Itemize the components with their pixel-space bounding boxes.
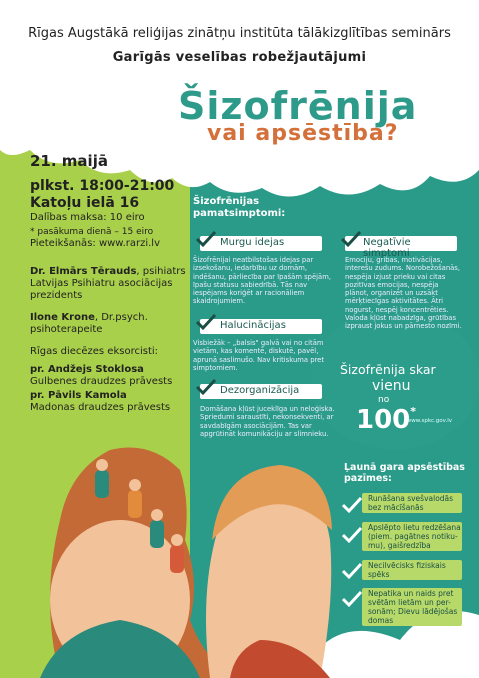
possession-text: Necilvēcisks fiziskais spēks <box>368 561 446 579</box>
checkmark-icon <box>196 378 216 396</box>
symptom-label: Dezorganizācija <box>220 385 300 396</box>
possession-text: Apslēpto lietu redzēšana (piem. pagātnes notiku- mu), gaišredzība <box>368 523 461 550</box>
checkmark-icon <box>342 562 362 580</box>
symptom-box-negative <box>345 236 457 259</box>
stat-line1: Šizofrēnija skar <box>340 362 436 377</box>
symptom-text: Domāšana kļūst juceklīga un neloģiska. Spriedumi saraustīti, nekonsekventi, ar savdabīgām asociācijām. Tas var apgrūtināt komunikāciju ar slimnieku. <box>200 405 335 438</box>
possession-heading-line: pazīmes: <box>344 473 392 484</box>
stat-star: * <box>410 405 417 418</box>
symptom-label: Negatīvie simptomi <box>363 237 411 259</box>
speaker-role: , psihiatrs <box>136 266 186 277</box>
symptom-text: Emociju, gribas, motivācijas, interešu zudums. Norobežošanās, nespēja izjust prieku vai citas pozitīvas emocijas, nespēja plānot, organizēt un uzsākt mērķtiecīgas aktivitātes. Ātri nogurst, nespēj koncentrēties. Valoda kļūst nabadzīga, grūtības izpraust jokus un pārnesto nozīmi. <box>345 256 462 331</box>
symptom-text: Visbiežāk – „balsis" galvā vai no citām vietām, kas komentē, diskutē, pavēl, aprunā saslimušo. Nav kritiskuma pret simptomiem. <box>193 339 325 372</box>
symptoms-heading-line: Šizofrēnijas <box>193 196 260 207</box>
stat-number-value: 100 <box>356 405 411 435</box>
symptom-text: Šizofrēnijai neatbilstošas idejas par izsekošanu, iedarbību uz domām, indēšanu, pārliecība par īpašām spējām, īpašu statusu sabiedrībā. Tās nav iespējams koriģēt ar racionāliem skaidrojumiem. <box>193 256 331 306</box>
checkmark-icon <box>342 526 362 544</box>
event-fee-note: * pasākuma dienā – 15 eiro <box>30 227 154 237</box>
speaker-name: Ilone Krone <box>30 312 95 323</box>
possession-item-clairvoyance <box>362 522 462 551</box>
exorcists-heading: Rīgas diecēzes eksorcisti: <box>30 346 159 357</box>
event-registration: Pieteikšanās: www.rarzi.lv <box>30 238 160 249</box>
checkmark-icon <box>341 230 361 248</box>
possession-heading-line: Ļaunā gara apsēstības <box>344 462 465 473</box>
checkmark-icon <box>342 496 362 514</box>
symptoms-heading <box>193 196 285 220</box>
speaker-role-line: psihoterapeite <box>30 324 103 335</box>
checkmark-icon <box>196 313 216 331</box>
possession-text: Runāšana svešvalodās bez mācīšanās <box>368 494 454 512</box>
event-address: Katoļu ielā 16 <box>30 195 140 211</box>
possession-item-strength <box>362 560 462 580</box>
stat-source: *www.spkc.gov.lv <box>404 418 453 424</box>
event-date: 21. maijā <box>30 152 108 170</box>
symptoms-heading-line: pamatsimptomi: <box>193 208 286 219</box>
possession-item-hatred <box>362 588 462 626</box>
stat-line2: vienu <box>372 378 411 394</box>
exorcist-stoklosa <box>30 364 200 388</box>
seminar-subtitle: Garīgās veselības robežjautājumi <box>112 50 367 65</box>
main-subtitle: vai apsēstība? <box>207 121 399 146</box>
speaker-role-line: Latvijas Psihiatru asociācijas <box>30 278 173 289</box>
symptom-box-disorganization <box>200 384 322 399</box>
speaker-krone <box>30 312 200 336</box>
exorcist-parish: Gulbenes draudzes prāvests <box>30 376 173 387</box>
speaker-name: Dr. Elmārs Tērauds <box>30 266 137 277</box>
symptom-box-hallucinations <box>200 319 322 334</box>
exorcist-name: pr. Andžejs Stoklosa <box>30 364 144 375</box>
checkmark-icon <box>342 590 362 608</box>
stat-line3: no <box>378 395 390 405</box>
speaker-role-line: prezidents <box>30 290 83 301</box>
exorcist-name: pr. Pāvils Kamola <box>30 390 127 401</box>
speaker-terauds <box>30 266 200 302</box>
symptom-box-delusions <box>200 236 322 251</box>
exorcist-kamola <box>30 390 200 414</box>
speaker-role: , Dr.psych. <box>94 312 148 323</box>
exorcist-parish: Madonas draudzes prāvests <box>30 402 171 413</box>
checkmark-icon <box>196 230 216 248</box>
institute-line: Rīgas Augstākā reliģijas zinātņu institūta tālākizglītības seminārs <box>28 26 451 41</box>
possession-heading <box>344 462 465 484</box>
symptom-label: Murgu idejas <box>220 237 285 248</box>
symptom-label: Halucinācijas <box>220 320 286 331</box>
event-fee: Dalības maksa: 10 eiro <box>30 212 145 223</box>
possession-item-tongues <box>362 493 462 513</box>
event-time: plkst. 18:00-21:00 <box>30 178 175 194</box>
main-title: Šizofrēnija <box>178 84 418 128</box>
possession-text: Nepatika un naids pret svētām lietām un per- sonām; Dievu lādējošas domas <box>368 589 458 625</box>
